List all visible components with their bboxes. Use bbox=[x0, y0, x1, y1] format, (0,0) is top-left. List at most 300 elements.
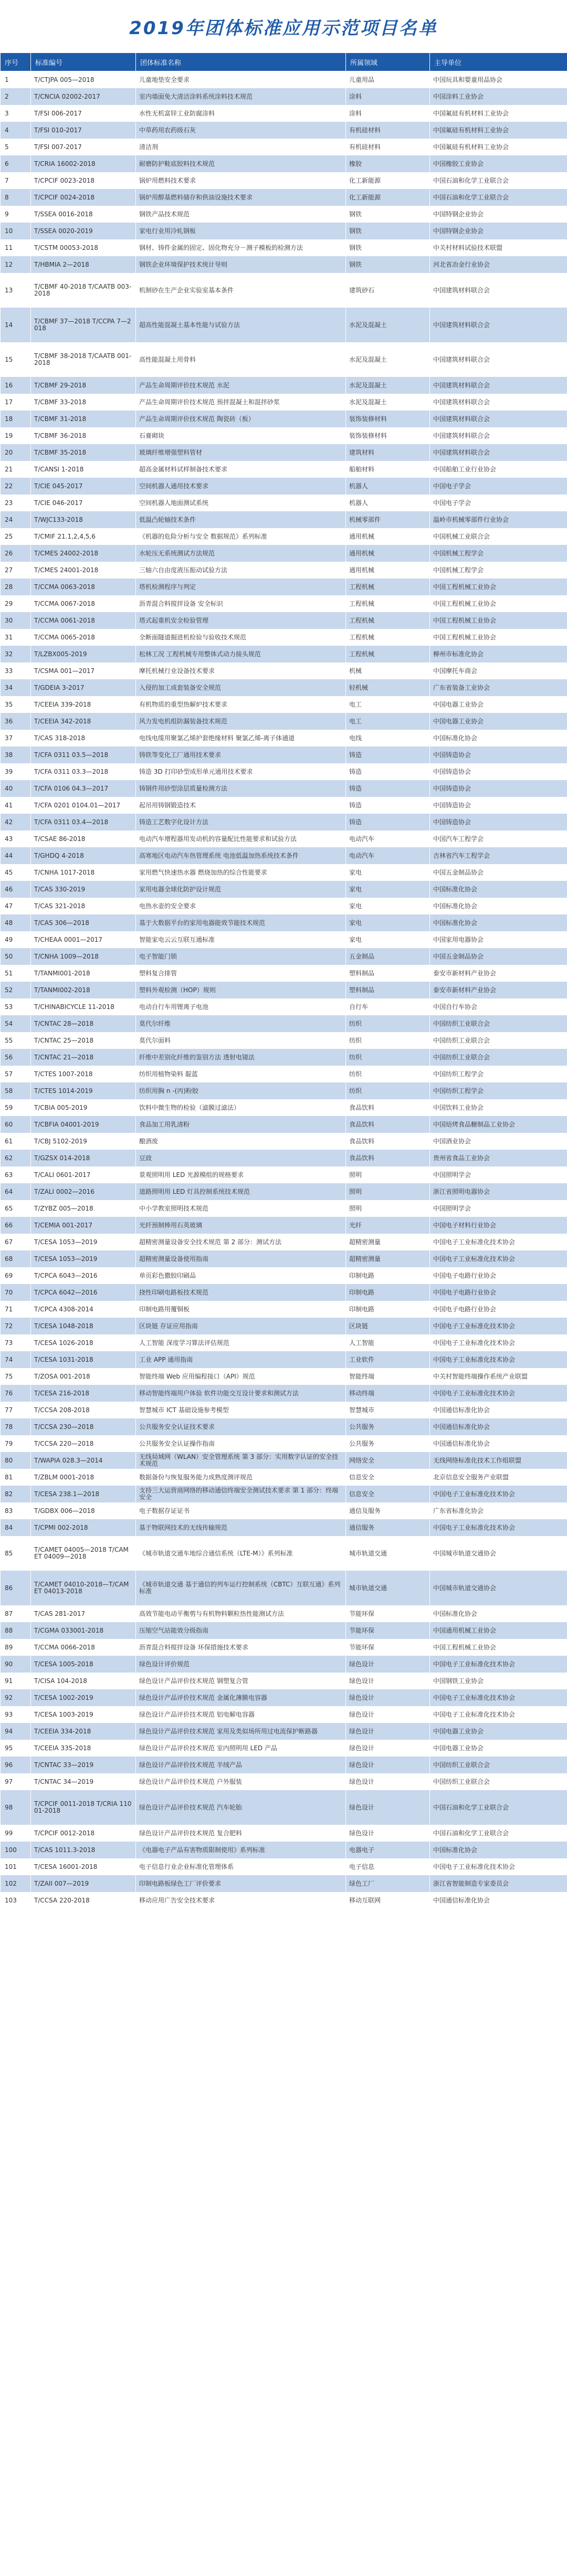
cell-standard-name: 超高性能混凝土基本性能与试验方法 bbox=[136, 308, 346, 342]
cell-standard-name: 景观照明用 LED 光源模组的规格要求 bbox=[136, 1166, 346, 1183]
cell-lead-unit: 中国通信标准化协会 bbox=[430, 1418, 567, 1435]
cell-field: 照明 bbox=[346, 1200, 430, 1217]
cell-index: 50 bbox=[1, 948, 31, 965]
cell-standard-code: T/CRIA 16002-2018 bbox=[31, 155, 136, 172]
table-row bbox=[1, 847, 567, 864]
cell-field: 绿色设计 bbox=[346, 1656, 430, 1673]
cell-standard-code: T/CNTAC 33—2019 bbox=[31, 1757, 136, 1773]
cell-lead-unit: 中国标准化协会 bbox=[430, 1842, 567, 1858]
cell-index: 88 bbox=[1, 1622, 31, 1639]
cell-standard-name: 塔式起重机安全检验管理 bbox=[136, 612, 346, 629]
cell-field: 网络安全 bbox=[346, 1452, 430, 1469]
cell-field: 绿色设计 bbox=[346, 1740, 430, 1757]
cell-index: 66 bbox=[1, 1217, 31, 1234]
cell-standard-name: 绿色设计产品评价技术规范 复合肥料 bbox=[136, 1825, 346, 1842]
cell-standard-code: T/TANMI002-2018 bbox=[31, 982, 136, 998]
cell-standard-name: 《电器电子产品有害物质限制使用》系列标准 bbox=[136, 1842, 346, 1858]
cell-index: 25 bbox=[1, 528, 31, 545]
cell-index: 94 bbox=[1, 1723, 31, 1740]
cell-field: 水泥及混凝土 bbox=[346, 308, 430, 342]
cell-field: 纺织 bbox=[346, 1049, 430, 1066]
cell-standard-name: 纤维中差别化纤维的鉴别方法 透射电镜法 bbox=[136, 1049, 346, 1066]
table-row bbox=[1, 1605, 567, 1622]
cell-index: 62 bbox=[1, 1150, 31, 1166]
table-row bbox=[1, 206, 567, 223]
cell-standard-code: T/CFA 0311 03.3—2018 bbox=[31, 763, 136, 780]
cell-standard-code: T/GZSX 014-2018 bbox=[31, 1150, 136, 1166]
cell-standard-name: 铸铁等变化工厂通用技术要求 bbox=[136, 746, 346, 763]
cell-field: 工业软件 bbox=[346, 1351, 430, 1368]
cell-lead-unit: 中国铸造协会 bbox=[430, 780, 567, 797]
cell-standard-name: 数据备份与恢复服务能力成熟度测评规范 bbox=[136, 1469, 346, 1486]
cell-standard-code: T/CCMA 0063-2018 bbox=[31, 579, 136, 595]
cell-index: 9 bbox=[1, 206, 31, 223]
table-row bbox=[1, 1116, 567, 1133]
cell-standard-code: T/CNTAC 25—2018 bbox=[31, 1032, 136, 1049]
cell-field: 绿色设计 bbox=[346, 1757, 430, 1773]
cell-standard-code: T/CCMA 0066-2018 bbox=[31, 1639, 136, 1656]
cell-index: 34 bbox=[1, 679, 31, 696]
cell-index: 18 bbox=[1, 411, 31, 427]
cell-standard-code: T/CAS 318-2018 bbox=[31, 730, 136, 746]
cell-standard-name: 豆豉 bbox=[136, 1150, 346, 1166]
cell-standard-name: 锅炉用醇基燃料储存和供油设施技术要求 bbox=[136, 189, 346, 206]
cell-lead-unit: 中国电器工业协会 bbox=[430, 696, 567, 713]
header-field: 所属领域 bbox=[346, 53, 430, 71]
table-row bbox=[1, 780, 567, 797]
cell-standard-code: T/CCSA 220—2018 bbox=[31, 1435, 136, 1452]
table-row bbox=[1, 478, 567, 495]
cell-field: 电线 bbox=[346, 730, 430, 746]
cell-lead-unit: 中国建筑材料联合会 bbox=[430, 308, 567, 342]
cell-standard-name: 人工智能 深度学习算法评估规范 bbox=[136, 1334, 346, 1351]
cell-field: 纺织 bbox=[346, 1015, 430, 1032]
cell-standard-code: T/CMES 24002-2018 bbox=[31, 545, 136, 562]
cell-standard-name: 绿色设计产品评价技术规范 钢塑复合管 bbox=[136, 1673, 346, 1689]
table-row bbox=[1, 881, 567, 898]
cell-index: 102 bbox=[1, 1875, 31, 1892]
table-row bbox=[1, 1875, 567, 1892]
table-row bbox=[1, 898, 567, 914]
cell-standard-name: 公共服务安全认证操作指南 bbox=[136, 1435, 346, 1452]
cell-field: 通用机械 bbox=[346, 528, 430, 545]
cell-standard-code: T/CBMF 36-2018 bbox=[31, 427, 136, 444]
cell-index: 49 bbox=[1, 931, 31, 948]
cell-standard-code: T/CAS 306—2018 bbox=[31, 914, 136, 931]
cell-standard-name: 纺织用植物染料 靛蓝 bbox=[136, 1066, 346, 1082]
cell-standard-code: T/CESA 238.1—2018 bbox=[31, 1486, 136, 1502]
cell-field: 区块链 bbox=[346, 1318, 430, 1334]
cell-standard-code: T/CCMA 0065-2018 bbox=[31, 629, 136, 646]
cell-standard-name: 智慧城市 ICT 基础设施参考模型 bbox=[136, 1402, 346, 1418]
table-row bbox=[1, 931, 567, 948]
cell-field: 公共服务 bbox=[346, 1435, 430, 1452]
cell-standard-name: 起吊用铸钢锻造技术 bbox=[136, 797, 346, 814]
cell-field: 电子信息 bbox=[346, 1858, 430, 1875]
cell-standard-name: 莫代尔纤维 bbox=[136, 1015, 346, 1032]
cell-field: 钢铁 bbox=[346, 239, 430, 256]
cell-standard-code: T/CESA 1053—2019 bbox=[31, 1250, 136, 1267]
table-row bbox=[1, 1250, 567, 1267]
cell-field: 食品饮料 bbox=[346, 1150, 430, 1166]
cell-index: 85 bbox=[1, 1536, 31, 1571]
cell-standard-name: 耐磨防护鞋底胶料技术规范 bbox=[136, 155, 346, 172]
cell-standard-code: T/CPCA 4308-2014 bbox=[31, 1301, 136, 1318]
table-row bbox=[1, 1418, 567, 1435]
cell-lead-unit: 中国工程机械工业协会 bbox=[430, 595, 567, 612]
cell-lead-unit: 泰安市新材料产业协会 bbox=[430, 982, 567, 998]
cell-field: 铸造 bbox=[346, 780, 430, 797]
cell-lead-unit: 中国纺织工业联合会 bbox=[430, 1757, 567, 1773]
cell-index: 69 bbox=[1, 1267, 31, 1284]
table-row bbox=[1, 1842, 567, 1858]
cell-lead-unit: 中国电子工业标准化技术协会 bbox=[430, 1318, 567, 1334]
cell-index: 91 bbox=[1, 1673, 31, 1689]
cell-standard-code: T/CNCIA 02002-2017 bbox=[31, 88, 136, 105]
cell-field: 超精密测量 bbox=[346, 1250, 430, 1267]
table-row bbox=[1, 1015, 567, 1032]
cell-index: 74 bbox=[1, 1351, 31, 1368]
cell-index: 32 bbox=[1, 646, 31, 663]
cell-field: 通信及服务 bbox=[346, 1502, 430, 1519]
cell-lead-unit: 中国电子工业标准化技术协会 bbox=[430, 1250, 567, 1267]
cell-standard-code: T/WJC133-2018 bbox=[31, 511, 136, 528]
cell-lead-unit: 中国饮料工业协会 bbox=[430, 1099, 567, 1116]
cell-standard-name: 挠性印刷电路板技术规范 bbox=[136, 1284, 346, 1301]
table-row bbox=[1, 713, 567, 730]
cell-lead-unit: 中国照明学会 bbox=[430, 1200, 567, 1217]
table-row bbox=[1, 377, 567, 394]
cell-standard-code: T/WAPIA 028.3—2014 bbox=[31, 1452, 136, 1469]
cell-standard-name: 印制电路板绿色工厂评价要求 bbox=[136, 1875, 346, 1892]
cell-lead-unit: 中国石油和化学工业联合会 bbox=[430, 172, 567, 189]
cell-field: 橡胶 bbox=[346, 155, 430, 172]
cell-standard-name: 印制电路用覆铜板 bbox=[136, 1301, 346, 1318]
cell-standard-name: 铸造工艺数字化设计方法 bbox=[136, 814, 346, 830]
cell-standard-name: 区块链 存证应用指南 bbox=[136, 1318, 346, 1334]
table-row bbox=[1, 914, 567, 931]
cell-standard-code: T/CESA 216-2018 bbox=[31, 1385, 136, 1402]
cell-index: 23 bbox=[1, 495, 31, 511]
cell-lead-unit: 中国涂料工业协会 bbox=[430, 88, 567, 105]
cell-standard-name: 水轮压无系统测试方法规范 bbox=[136, 545, 346, 562]
cell-standard-name: 无线局域网（WLAN）安全管理系统 第 3 部分：实用数字认证的安全技术规范 bbox=[136, 1452, 346, 1469]
cell-standard-code: T/CMIF 21.1,2,4,5,6 bbox=[31, 528, 136, 545]
cell-lead-unit: 中国建筑材料联合会 bbox=[430, 377, 567, 394]
cell-lead-unit: 中国城市轨道交通协会 bbox=[430, 1536, 567, 1571]
cell-index: 51 bbox=[1, 965, 31, 982]
cell-lead-unit: 中国氟硅有机材料工业协会 bbox=[430, 139, 567, 155]
table-row bbox=[1, 982, 567, 998]
cell-standard-code: T/CESA 1002-2019 bbox=[31, 1689, 136, 1706]
cell-standard-code: T/CALI 0601-2017 bbox=[31, 1166, 136, 1183]
cell-lead-unit: 中国五金制品协会 bbox=[430, 864, 567, 881]
cell-lead-unit: 中国石油和化学工业联合会 bbox=[430, 189, 567, 206]
cell-standard-name: 钢材、铸件金属的固定、固化物充分－测子模板的检测方法 bbox=[136, 239, 346, 256]
cell-standard-name: 松林工况 工程机械专用整体式动力接头规范 bbox=[136, 646, 346, 663]
cell-standard-name: 绿色设计产品评价技术规范 铝电解电容器 bbox=[136, 1706, 346, 1723]
cell-lead-unit: 柳州市标准化协会 bbox=[430, 646, 567, 663]
cell-standard-code: T/FSI 010-2017 bbox=[31, 122, 136, 139]
cell-index: 1 bbox=[1, 71, 31, 89]
table-row bbox=[1, 1435, 567, 1452]
cell-index: 8 bbox=[1, 189, 31, 206]
cell-lead-unit: 中关村材料试验技术联盟 bbox=[430, 239, 567, 256]
cell-index: 98 bbox=[1, 1790, 31, 1825]
cell-index: 59 bbox=[1, 1099, 31, 1116]
cell-index: 76 bbox=[1, 1385, 31, 1402]
table-row bbox=[1, 948, 567, 965]
cell-standard-code: T/ZYBZ 005—2018 bbox=[31, 1200, 136, 1217]
cell-field: 公共服务 bbox=[346, 1418, 430, 1435]
cell-field: 建筑材料 bbox=[346, 444, 430, 461]
cell-standard-name: 工业 APP 通用指南 bbox=[136, 1351, 346, 1368]
table-row bbox=[1, 461, 567, 478]
table-row bbox=[1, 308, 567, 342]
cell-standard-name: 纺织用胸 n -(丙)粉胶 bbox=[136, 1082, 346, 1099]
table-row bbox=[1, 730, 567, 746]
cell-lead-unit: 中国氟硅有机材料工业协会 bbox=[430, 105, 567, 122]
table-row bbox=[1, 1571, 567, 1605]
cell-index: 3 bbox=[1, 105, 31, 122]
project-table bbox=[0, 52, 567, 1909]
cell-standard-code: T/CFA 0201 0104.01—2017 bbox=[31, 797, 136, 814]
cell-standard-code: T/CMES 24001-2018 bbox=[31, 562, 136, 579]
cell-standard-name: 风力发电机组防漏装备技术规范 bbox=[136, 713, 346, 730]
cell-standard-code: T/GDBX 006—2018 bbox=[31, 1502, 136, 1519]
cell-field: 照明 bbox=[346, 1166, 430, 1183]
cell-index: 70 bbox=[1, 1284, 31, 1301]
cell-standard-name: 基于物联网技术的无线传输规范 bbox=[136, 1519, 346, 1536]
cell-lead-unit: 泰安市新材料产业协会 bbox=[430, 965, 567, 982]
cell-standard-name: 高寒地区电动汽车热管理系统 电池低温加热系统技术条件 bbox=[136, 847, 346, 864]
table-row bbox=[1, 1133, 567, 1150]
cell-lead-unit: 中国五金制品协会 bbox=[430, 948, 567, 965]
cell-field: 塑料制品 bbox=[346, 982, 430, 998]
table-row bbox=[1, 1166, 567, 1183]
cell-lead-unit: 中国电子工业标准化技术协会 bbox=[430, 1519, 567, 1536]
cell-field: 纺织 bbox=[346, 1066, 430, 1082]
cell-standard-code: T/CCMA 0061-2018 bbox=[31, 612, 136, 629]
cell-standard-name: 石膏砌块 bbox=[136, 427, 346, 444]
cell-standard-name: 道路照明用 LED 灯具控制系统技术规范 bbox=[136, 1183, 346, 1200]
cell-standard-code: T/SSEA 0020-2019 bbox=[31, 223, 136, 239]
cell-standard-name: 清洁剂 bbox=[136, 139, 346, 155]
cell-field: 绿色设计 bbox=[346, 1689, 430, 1706]
cell-standard-code: T/CPCIF 0011-2018 T/CRIA 11001-2018 bbox=[31, 1790, 136, 1825]
table-row bbox=[1, 1757, 567, 1773]
cell-field: 超精密测量 bbox=[346, 1234, 430, 1250]
cell-standard-code: T/CPMI 002-2018 bbox=[31, 1519, 136, 1536]
cell-standard-code: T/ZBLM 0001-2018 bbox=[31, 1469, 136, 1486]
table-row bbox=[1, 71, 567, 89]
cell-standard-name: 水性无机富锌工业防腐涂料 bbox=[136, 105, 346, 122]
cell-lead-unit: 中国通用机械工业协会 bbox=[430, 1622, 567, 1639]
cell-standard-name: 《城市轨道交通车地综合通信系统（LTE-M）》系列标准 bbox=[136, 1536, 346, 1571]
cell-standard-code: T/CCSA 208-2018 bbox=[31, 1402, 136, 1418]
cell-field: 食品饮料 bbox=[346, 1133, 430, 1150]
cell-field: 绿色工厂 bbox=[346, 1875, 430, 1892]
table-row bbox=[1, 595, 567, 612]
table-row bbox=[1, 1032, 567, 1049]
cell-field: 绿色设计 bbox=[346, 1706, 430, 1723]
table-row bbox=[1, 1825, 567, 1842]
cell-standard-name: 超精密测量设备安全技术规范 第 2 部分：测试方法 bbox=[136, 1234, 346, 1250]
table-row bbox=[1, 1082, 567, 1099]
cell-standard-name: 移动智能终端用户体验 软件功能交互设计要求和测试方法 bbox=[136, 1385, 346, 1402]
cell-field: 有机硅材料 bbox=[346, 122, 430, 139]
cell-field: 钢铁 bbox=[346, 223, 430, 239]
cell-lead-unit: 中国建筑材料联合会 bbox=[430, 394, 567, 411]
cell-standard-name: 超高金属材料试样制备技术要求 bbox=[136, 461, 346, 478]
cell-standard-name: 家电行业用冷轧钢板 bbox=[136, 223, 346, 239]
cell-index: 44 bbox=[1, 847, 31, 864]
cell-lead-unit: 中国纺织工程学会 bbox=[430, 1066, 567, 1082]
cell-index: 40 bbox=[1, 780, 31, 797]
cell-standard-name: 全断面隧道掘进机检验与验收技术规范 bbox=[136, 629, 346, 646]
cell-field: 通用机械 bbox=[346, 545, 430, 562]
cell-field: 铸造 bbox=[346, 763, 430, 780]
cell-standard-code: T/CPCA 6043—2016 bbox=[31, 1267, 136, 1284]
table-row bbox=[1, 646, 567, 663]
cell-standard-code: T/CNHA 1009—2018 bbox=[31, 948, 136, 965]
cell-index: 20 bbox=[1, 444, 31, 461]
cell-index: 43 bbox=[1, 830, 31, 847]
cell-field: 食品饮料 bbox=[346, 1099, 430, 1116]
cell-standard-name: 铸钢件用砂型涂层质量检测方法 bbox=[136, 780, 346, 797]
cell-field: 涂料 bbox=[346, 88, 430, 105]
cell-index: 29 bbox=[1, 595, 31, 612]
cell-index: 75 bbox=[1, 1368, 31, 1385]
cell-standard-name: 绿色设计产品评价技术规范 室内照明用 LED 产品 bbox=[136, 1740, 346, 1757]
cell-standard-code: T/CTES 1014-2019 bbox=[31, 1082, 136, 1099]
cell-standard-name: 家用电器全球化防护设计规范 bbox=[136, 881, 346, 898]
cell-field: 电动汽车 bbox=[346, 830, 430, 847]
cell-lead-unit: 中国电子工业标准化技术协会 bbox=[430, 1334, 567, 1351]
cell-lead-unit: 中国特钢企业协会 bbox=[430, 206, 567, 223]
cell-field: 照明 bbox=[346, 1183, 430, 1200]
cell-standard-code: T/CESA 1005-2018 bbox=[31, 1656, 136, 1673]
table-row bbox=[1, 1217, 567, 1234]
cell-lead-unit: 中国电子学会 bbox=[430, 495, 567, 511]
cell-field: 轻机械 bbox=[346, 679, 430, 696]
table-row bbox=[1, 155, 567, 172]
cell-index: 46 bbox=[1, 881, 31, 898]
cell-field: 工程机械 bbox=[346, 595, 430, 612]
table-row bbox=[1, 1706, 567, 1723]
table-row bbox=[1, 1536, 567, 1571]
cell-standard-name: 有机物质的重型热解炉技术要求 bbox=[136, 696, 346, 713]
cell-standard-code: T/CTJPA 005—2018 bbox=[31, 71, 136, 89]
cell-field: 电工 bbox=[346, 696, 430, 713]
cell-standard-name: 电线电缆用聚氯乙烯护套绝缘材料 聚氯乙烯-离子体通道 bbox=[136, 730, 346, 746]
table-row bbox=[1, 1183, 567, 1200]
cell-standard-code: T/CBMF 38-2018 T/CAATB 001-2018 bbox=[31, 342, 136, 377]
table-row bbox=[1, 1452, 567, 1469]
cell-index: 30 bbox=[1, 612, 31, 629]
cell-field: 自行车 bbox=[346, 998, 430, 1015]
cell-standard-name: 绿色设计评价规范 bbox=[136, 1656, 346, 1673]
cell-lead-unit: 中国电器工业协会 bbox=[430, 1723, 567, 1740]
cell-lead-unit: 中国电子材料行业协会 bbox=[430, 1217, 567, 1234]
cell-lead-unit: 中国电子工业标准化技术协会 bbox=[430, 1656, 567, 1673]
cell-standard-code: T/CSTM 00053-2018 bbox=[31, 239, 136, 256]
cell-field: 绿色设计 bbox=[346, 1673, 430, 1689]
cell-field: 印制电路 bbox=[346, 1267, 430, 1284]
cell-index: 55 bbox=[1, 1032, 31, 1049]
cell-field: 工程机械 bbox=[346, 612, 430, 629]
cell-lead-unit: 河北省冶金行业协会 bbox=[430, 256, 567, 273]
table-row bbox=[1, 679, 567, 696]
cell-standard-code: T/CPCIF 0023-2018 bbox=[31, 172, 136, 189]
cell-field: 移动互联网 bbox=[346, 1892, 430, 1909]
cell-index: 79 bbox=[1, 1435, 31, 1452]
cell-standard-name: 基于大数据平台的家用电器能效节能技术规范 bbox=[136, 914, 346, 931]
cell-index: 38 bbox=[1, 746, 31, 763]
cell-standard-code: T/ZALI 0002—2016 bbox=[31, 1183, 136, 1200]
cell-field: 有机硅材料 bbox=[346, 139, 430, 155]
cell-lead-unit: 中国自行车协会 bbox=[430, 998, 567, 1015]
table-header bbox=[1, 53, 567, 71]
cell-index: 81 bbox=[1, 1469, 31, 1486]
cell-standard-name: 支持三大运营商网络的移动通信终端安全测试技术要求 第 1 部分：终端安全 bbox=[136, 1486, 346, 1502]
cell-lead-unit: 中国橡胶工业协会 bbox=[430, 155, 567, 172]
cell-standard-code: T/LZBX005-2019 bbox=[31, 646, 136, 663]
table-row bbox=[1, 1385, 567, 1402]
cell-lead-unit: 中国通信标准化协会 bbox=[430, 1402, 567, 1418]
cell-lead-unit: 中国电子工业标准化技术协会 bbox=[430, 1234, 567, 1250]
cell-field: 智慧城市 bbox=[346, 1402, 430, 1418]
cell-index: 21 bbox=[1, 461, 31, 478]
cell-standard-name: 《机器的危险分析与安全 数据规范》系列标准 bbox=[136, 528, 346, 545]
table-row bbox=[1, 1099, 567, 1116]
cell-standard-code: T/CPCIF 0024-2018 bbox=[31, 189, 136, 206]
header-row bbox=[1, 53, 567, 71]
cell-standard-name: 电子信息行业企业标准化管理体系 bbox=[136, 1858, 346, 1875]
cell-index: 71 bbox=[1, 1301, 31, 1318]
cell-standard-name: 中草药用农药级石灰 bbox=[136, 122, 346, 139]
cell-standard-code: T/TANMI001-2018 bbox=[31, 965, 136, 982]
table-row bbox=[1, 1049, 567, 1066]
table-row bbox=[1, 797, 567, 814]
table-row bbox=[1, 998, 567, 1015]
cell-standard-code: T/CAS 330-2019 bbox=[31, 881, 136, 898]
cell-standard-code: T/CCSA 220-2018 bbox=[31, 1892, 136, 1909]
cell-standard-code: T/CAMET 04005—2018 T/CAMET 04009—2018 bbox=[31, 1536, 136, 1571]
table-row bbox=[1, 1200, 567, 1217]
cell-lead-unit: 中国铸造协会 bbox=[430, 814, 567, 830]
cell-lead-unit: 中国纺织工程学会 bbox=[430, 1082, 567, 1099]
cell-field: 塑料制品 bbox=[346, 965, 430, 982]
table-row bbox=[1, 1334, 567, 1351]
cell-field: 节能环保 bbox=[346, 1605, 430, 1622]
table-row bbox=[1, 965, 567, 982]
cell-standard-code: T/CSAE 86-2018 bbox=[31, 830, 136, 847]
table-row bbox=[1, 172, 567, 189]
cell-index: 11 bbox=[1, 239, 31, 256]
table-row bbox=[1, 1301, 567, 1318]
cell-standard-name: 绿色设计产品评价技术规范 羊绒产品 bbox=[136, 1757, 346, 1773]
cell-standard-code: T/CESA 1026-2018 bbox=[31, 1334, 136, 1351]
cell-lead-unit: 中国建筑材料联合会 bbox=[430, 342, 567, 377]
cell-lead-unit: 中国焙烤食品糖制品工业协会 bbox=[430, 1116, 567, 1133]
cell-standard-code: T/GDEIA 3-2017 bbox=[31, 679, 136, 696]
cell-standard-code: T/ZAII 007—2019 bbox=[31, 1875, 136, 1892]
cell-field: 铸造 bbox=[346, 814, 430, 830]
header-standard-name: 团体标准名称 bbox=[136, 53, 346, 71]
cell-field: 纺织 bbox=[346, 1032, 430, 1049]
cell-lead-unit: 中国标准化协会 bbox=[430, 1605, 567, 1622]
